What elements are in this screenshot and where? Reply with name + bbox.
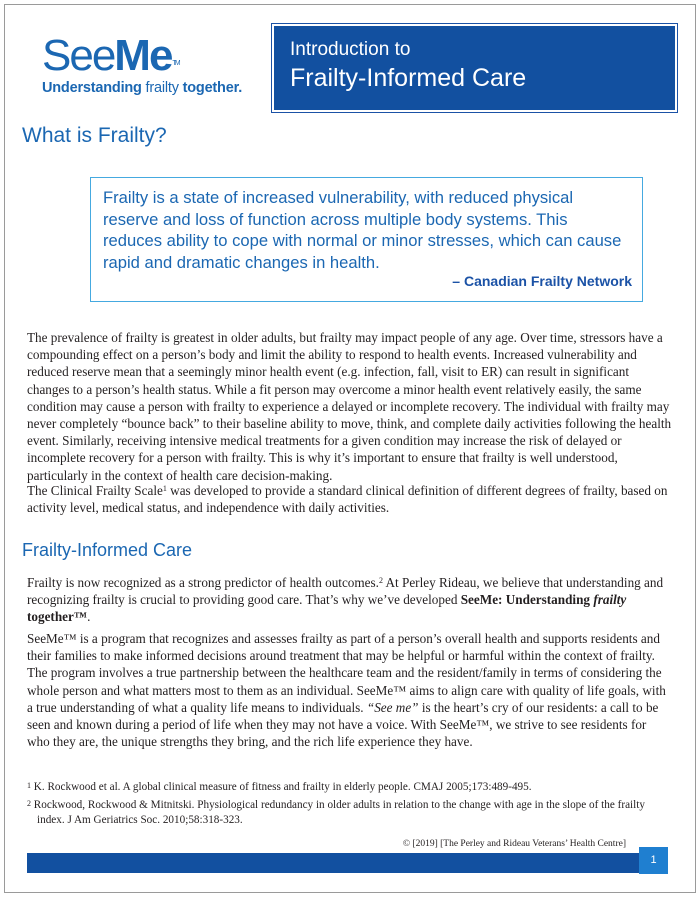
heading-what-is-frailty: What is Frailty? (22, 124, 167, 147)
logo-tm: TM (172, 60, 179, 67)
title-line1: Introduction to (290, 39, 411, 60)
paragraph-clinical-frailty-scale (27, 482, 672, 516)
quote-text: Frailty is a state of increased vulnerability, with reduced physical reserve and loss of function across multiple body systems. This reduces ability to cope with normal or minor stresses, which can cause rapid and dramatic changes in health. (103, 188, 622, 272)
quote-source: – Canadian Frailty Network (452, 273, 632, 289)
logo-tagline (42, 80, 242, 96)
footnote-2-continuation: index. J Am Geriatrics Soc. 2010;58:318-323. (37, 814, 243, 826)
paragraph-seeme-program (27, 630, 672, 750)
definition-quote-box (90, 177, 643, 302)
para3-bold2: together™ (27, 609, 88, 625)
title-line2: Frailty-Informed Care (290, 64, 527, 92)
seeme-logo (42, 31, 243, 96)
paragraph-prevalence: The prevalence of frailty is greatest in older adults, but frailty may impact people of any age. Over time, stressors have a compounding effect on a person’s body and limit the ability to respond to health events. Increased vulnerability and reduced reserve mean that a seemingly minor health event (e.g. infection, fall, visit to ER) can result in significant changes to a person’s health status. While a fit person may overcome a minor health event relatively easily, the same condition may cause a person with frailty to experience a delayed or incomplete recovery. The individual with frailty may never completely “bounce back” to their baseline ability to move, think, and complete daily activities following the health event. Similarly, receiving intensive medical treatments for a given condition may increase the risk of delayed or incomplete recovery for a person with frailty. This is why it’s important to ensure that frailty is well understood, particularly in the context of health care decision-making. (27, 330, 672, 483)
footnote-1 (27, 780, 667, 795)
para4-italic: “See me” (366, 699, 419, 715)
para3-end: . (87, 609, 91, 625)
logo-me: Me (114, 31, 172, 80)
tagline-frailty: frailty (145, 80, 179, 96)
tagline-part1: Understanding (42, 80, 146, 96)
footnote-2-number: 2 (27, 799, 31, 808)
footnote-1-number: 1 (27, 781, 31, 790)
footnote-ref-1[interactable]: 1 (162, 484, 167, 493)
title-banner (272, 24, 677, 112)
footer-bar (27, 853, 639, 873)
para3-bold-italic: frailty (593, 592, 627, 608)
paragraph-predictor (27, 574, 672, 626)
logo-see: See (42, 31, 115, 80)
para4-text-b: is the heart’s cry of our residents: a call to be seen and known during a period of life when they may not have a voice. With SeeMe™, we strive to see residents for who they are, the unique strengths they bring, and the rich life experience they have. (27, 699, 659, 750)
page-number: 1 (639, 847, 668, 874)
heading-frailty-informed-care: Frailty-Informed Care (22, 540, 193, 560)
para2-text-b: was developed to provide a standard clinical definition of different degrees of frailty, based on activity level, medical status, and independence with daily activities. (27, 483, 668, 516)
para3-text-b: At Perley Rideau, we believe that understanding and recognizing frailty is crucial to providing good care. That’s why we’ve developed (27, 575, 664, 608)
footnote-2-text: Rockwood, Rockwood & Mitnitski. Physiological redundancy in older adults in relation to the change with age in the slope of the frailty (31, 799, 645, 811)
tagline-part2: together. (178, 80, 243, 96)
copyright-notice: © [2019] [The Perley and Rideau Veterans’ Health Centre] (402, 839, 626, 849)
footnote-ref-2[interactable]: 2 (378, 576, 383, 585)
footnote-2 (27, 798, 667, 828)
para3-bold: SeeMe: Understanding (460, 592, 594, 608)
para2-text-a: The Clinical Frailty Scale (27, 483, 163, 498)
logo-wordmark (42, 31, 242, 80)
para4-text-a: SeeMe™ is a program that recognizes and assesses frailty as part of a person’s overall health and supports residents and their families to make informed decisions around treatment that may be helpful or harmful within the context of frailty. The program involves a true partnership between the healthcare team and the resident/family in terms of considering the whole person and what matters most to them as an individual. SeeMe™ aims to align care with quality of life goals, with a true understanding of what a quality life means to individuals. (27, 631, 666, 715)
footnote-1-text: K. Rockwood et al. A global clinical measure of fitness and frailty in elderly people. CMAJ 2005;173:489-495. (31, 781, 532, 793)
para3-text-a: Frailty is now recognized as a strong predictor of health outcomes. (27, 575, 379, 590)
